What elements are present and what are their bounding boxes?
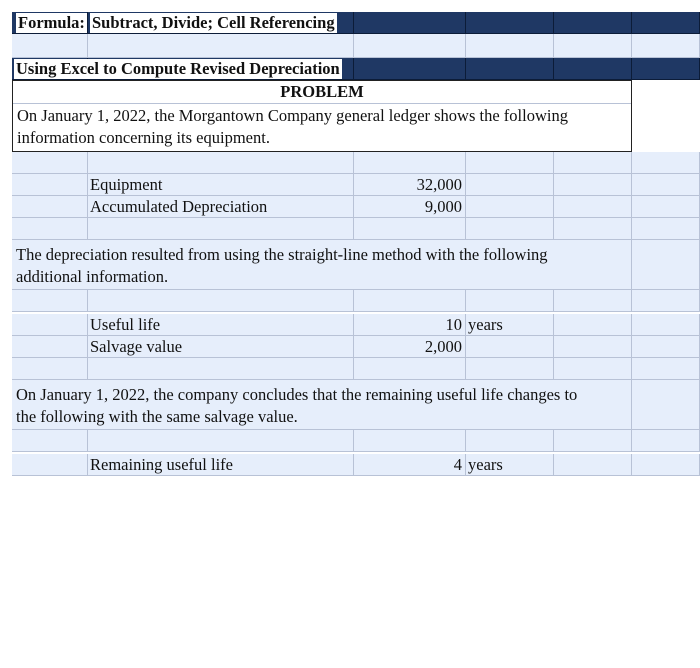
blank-row	[12, 34, 700, 58]
ledger-row-equipment[interactable]	[12, 174, 700, 196]
intro-line-1: On January 1, 2022, the Morgantown Company general ledger shows the following	[17, 106, 568, 125]
blank-row	[12, 218, 700, 240]
info-value[interactable]: 10	[445, 315, 462, 334]
info-label: Useful life	[90, 315, 161, 334]
change-text-row[interactable]	[12, 380, 700, 430]
info-row-salvage-value[interactable]	[12, 336, 700, 358]
ledger-value[interactable]: 32,000	[416, 175, 462, 194]
ledger-label: Equipment	[90, 175, 163, 194]
ledger-row-accumulated-depreciation[interactable]	[12, 196, 700, 218]
blank-row	[12, 358, 700, 380]
blank-row	[12, 290, 700, 312]
method-text-row[interactable]	[12, 240, 700, 290]
remaining-label: Remaining useful life	[90, 455, 233, 474]
method-line-2: additional information.	[16, 267, 169, 286]
section-header: Using Excel to Compute Revised Depreciation	[16, 59, 340, 78]
info-unit: years	[468, 315, 503, 334]
blank-row	[12, 152, 700, 174]
ledger-label: Accumulated Depreciation	[90, 197, 268, 216]
method-line-1: The depreciation resulted from using the straight-line method with the following	[16, 245, 548, 264]
intro-line-2: information concerning its equipment.	[17, 128, 270, 147]
info-row-useful-life[interactable]	[12, 314, 700, 336]
formula-label: Formula:	[18, 13, 85, 32]
blank-row	[12, 430, 700, 452]
ledger-value[interactable]: 9,000	[424, 197, 462, 216]
problem-box[interactable]	[12, 80, 632, 152]
remaining-unit: years	[468, 455, 503, 474]
change-line-2: the following with the same salvage value.	[16, 407, 298, 426]
formula-topics: Subtract, Divide; Cell Referencing	[92, 13, 335, 32]
problem-heading: PROBLEM	[13, 81, 631, 104]
change-line-1: On January 1, 2022, the company concludes that the remaining useful life changes to	[16, 385, 578, 404]
remaining-life-row[interactable]	[12, 454, 700, 476]
section-header-row[interactable]	[12, 58, 700, 80]
info-value[interactable]: 2,000	[424, 337, 462, 356]
title-row[interactable]	[12, 12, 700, 34]
info-label: Salvage value	[90, 337, 183, 356]
remaining-value[interactable]: 4	[453, 455, 462, 474]
